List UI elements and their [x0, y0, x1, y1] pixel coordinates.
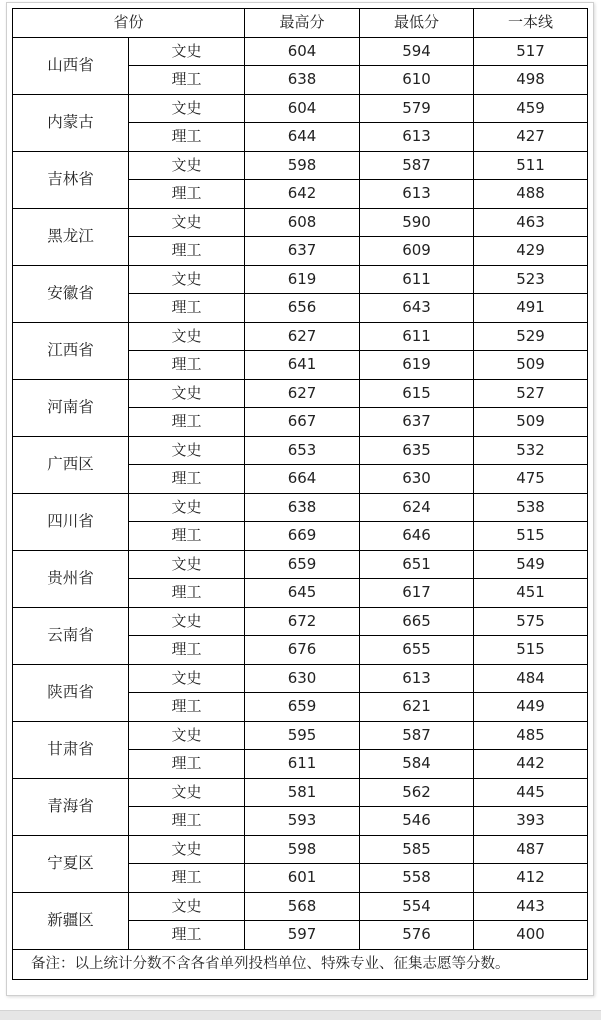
min-score-cell: 655	[360, 636, 474, 665]
max-score-cell: 598	[245, 835, 360, 864]
min-score-cell: 609	[360, 237, 474, 266]
min-score-cell: 613	[360, 664, 474, 693]
min-score-cell: 554	[360, 892, 474, 921]
tier1-line-cell: 393	[474, 807, 588, 836]
max-score-cell: 595	[245, 721, 360, 750]
max-score-cell: 611	[245, 750, 360, 779]
track-cell: 文史	[129, 721, 245, 750]
max-score-cell: 608	[245, 208, 360, 237]
track-cell: 文史	[129, 208, 245, 237]
max-score-cell: 645	[245, 579, 360, 608]
max-score-cell: 581	[245, 778, 360, 807]
max-score-cell: 601	[245, 864, 360, 893]
max-score-cell: 656	[245, 294, 360, 323]
track-cell: 理工	[129, 636, 245, 665]
max-score-cell: 630	[245, 664, 360, 693]
table-row	[13, 379, 588, 408]
max-score-cell: 593	[245, 807, 360, 836]
min-score-cell: 637	[360, 408, 474, 437]
table-row	[13, 265, 588, 294]
tier1-line-cell: 491	[474, 294, 588, 323]
track-cell: 理工	[129, 921, 245, 950]
tier1-line-cell: 549	[474, 550, 588, 579]
max-score-cell: 604	[245, 94, 360, 123]
min-score-cell: 643	[360, 294, 474, 323]
max-score-cell: 659	[245, 693, 360, 722]
track-cell: 文史	[129, 379, 245, 408]
table-row	[13, 322, 588, 351]
header-row	[13, 9, 588, 38]
track-cell: 理工	[129, 750, 245, 779]
province-cell: 甘肃省	[13, 721, 129, 778]
track-cell: 理工	[129, 237, 245, 266]
tier1-line-cell: 515	[474, 636, 588, 665]
tier1-line-cell: 429	[474, 237, 588, 266]
min-score-cell: 613	[360, 180, 474, 209]
max-score-cell: 672	[245, 607, 360, 636]
max-score-cell: 667	[245, 408, 360, 437]
province-cell: 江西省	[13, 322, 129, 379]
header-max-score: 最高分	[245, 9, 360, 38]
track-cell: 理工	[129, 66, 245, 95]
table-row	[13, 493, 588, 522]
min-score-cell: 621	[360, 693, 474, 722]
tier1-line-cell: 400	[474, 921, 588, 950]
min-score-cell: 584	[360, 750, 474, 779]
track-cell: 文史	[129, 436, 245, 465]
tier1-line-cell: 509	[474, 408, 588, 437]
track-cell: 理工	[129, 408, 245, 437]
province-cell: 山西省	[13, 37, 129, 94]
min-score-cell: 635	[360, 436, 474, 465]
track-cell: 文史	[129, 37, 245, 66]
max-score-cell: 669	[245, 522, 360, 551]
tier1-line-cell: 475	[474, 465, 588, 494]
tier1-line-cell: 517	[474, 37, 588, 66]
tier1-line-cell: 451	[474, 579, 588, 608]
tier1-line-cell: 443	[474, 892, 588, 921]
tier1-line-cell: 575	[474, 607, 588, 636]
tier1-line-cell: 484	[474, 664, 588, 693]
track-cell: 文史	[129, 664, 245, 693]
province-cell: 青海省	[13, 778, 129, 835]
min-score-cell: 585	[360, 835, 474, 864]
min-score-cell: 651	[360, 550, 474, 579]
min-score-cell: 613	[360, 123, 474, 152]
header-min-score: 最低分	[360, 9, 474, 38]
header-tier1-line: 一本线	[474, 9, 588, 38]
track-cell: 理工	[129, 693, 245, 722]
table-row	[13, 892, 588, 921]
province-cell: 内蒙古	[13, 94, 129, 151]
track-cell: 文史	[129, 778, 245, 807]
tier1-line-cell: 449	[474, 693, 588, 722]
track-cell: 理工	[129, 807, 245, 836]
tier1-line-cell: 485	[474, 721, 588, 750]
province-cell: 四川省	[13, 493, 129, 550]
table-row	[13, 607, 588, 636]
max-score-cell: 659	[245, 550, 360, 579]
tier1-line-cell: 463	[474, 208, 588, 237]
tier1-line-cell: 515	[474, 522, 588, 551]
min-score-cell: 546	[360, 807, 474, 836]
table-row	[13, 436, 588, 465]
track-cell: 理工	[129, 465, 245, 494]
header-province: 省份	[13, 9, 245, 38]
max-score-cell: 644	[245, 123, 360, 152]
track-cell: 理工	[129, 180, 245, 209]
track-cell: 文史	[129, 322, 245, 351]
tier1-line-cell: 412	[474, 864, 588, 893]
table-row	[13, 550, 588, 579]
max-score-cell: 568	[245, 892, 360, 921]
province-cell: 云南省	[13, 607, 129, 664]
tier1-line-cell: 527	[474, 379, 588, 408]
track-cell: 理工	[129, 579, 245, 608]
table-row	[13, 664, 588, 693]
max-score-cell: 638	[245, 493, 360, 522]
min-score-cell: 665	[360, 607, 474, 636]
track-cell: 文史	[129, 151, 245, 180]
min-score-cell: 590	[360, 208, 474, 237]
max-score-cell: 619	[245, 265, 360, 294]
track-cell: 理工	[129, 864, 245, 893]
tier1-line-cell: 442	[474, 750, 588, 779]
min-score-cell: 615	[360, 379, 474, 408]
min-score-cell: 562	[360, 778, 474, 807]
min-score-cell: 587	[360, 151, 474, 180]
min-score-cell: 624	[360, 493, 474, 522]
table-row	[13, 94, 588, 123]
track-cell: 理工	[129, 351, 245, 380]
min-score-cell: 558	[360, 864, 474, 893]
track-cell: 文史	[129, 94, 245, 123]
tier1-line-cell: 509	[474, 351, 588, 380]
tier1-line-cell: 511	[474, 151, 588, 180]
tier1-line-cell: 529	[474, 322, 588, 351]
min-score-cell: 630	[360, 465, 474, 494]
track-cell: 文史	[129, 265, 245, 294]
tier1-line-cell: 488	[474, 180, 588, 209]
min-score-cell: 594	[360, 37, 474, 66]
min-score-cell: 579	[360, 94, 474, 123]
score-table	[12, 8, 588, 980]
tier1-line-cell: 487	[474, 835, 588, 864]
province-cell: 安徽省	[13, 265, 129, 322]
tier1-line-cell: 427	[474, 123, 588, 152]
max-score-cell: 653	[245, 436, 360, 465]
max-score-cell: 597	[245, 921, 360, 950]
max-score-cell: 664	[245, 465, 360, 494]
track-cell: 理工	[129, 522, 245, 551]
tier1-line-cell: 532	[474, 436, 588, 465]
min-score-cell: 611	[360, 322, 474, 351]
tier1-line-cell: 445	[474, 778, 588, 807]
track-cell: 理工	[129, 123, 245, 152]
province-cell: 宁夏区	[13, 835, 129, 892]
province-cell: 贵州省	[13, 550, 129, 607]
max-score-cell: 641	[245, 351, 360, 380]
table-body	[13, 37, 588, 949]
tier1-line-cell: 538	[474, 493, 588, 522]
max-score-cell: 604	[245, 37, 360, 66]
province-cell: 广西区	[13, 436, 129, 493]
max-score-cell: 598	[245, 151, 360, 180]
province-cell: 吉林省	[13, 151, 129, 208]
note-row	[13, 949, 588, 979]
min-score-cell: 587	[360, 721, 474, 750]
track-cell: 文史	[129, 550, 245, 579]
min-score-cell: 619	[360, 351, 474, 380]
max-score-cell: 637	[245, 237, 360, 266]
table-row	[13, 835, 588, 864]
max-score-cell: 676	[245, 636, 360, 665]
max-score-cell: 627	[245, 322, 360, 351]
tier1-line-cell: 459	[474, 94, 588, 123]
table-row	[13, 208, 588, 237]
max-score-cell: 627	[245, 379, 360, 408]
min-score-cell: 617	[360, 579, 474, 608]
min-score-cell: 610	[360, 66, 474, 95]
province-cell: 黑龙江	[13, 208, 129, 265]
table-row	[13, 721, 588, 750]
table-row	[13, 778, 588, 807]
min-score-cell: 576	[360, 921, 474, 950]
tier1-line-cell: 523	[474, 265, 588, 294]
province-cell: 陕西省	[13, 664, 129, 721]
table-row	[13, 37, 588, 66]
min-score-cell: 611	[360, 265, 474, 294]
tier1-line-cell: 498	[474, 66, 588, 95]
province-cell: 新疆区	[13, 892, 129, 949]
track-cell: 文史	[129, 892, 245, 921]
track-cell: 文史	[129, 835, 245, 864]
track-cell: 文史	[129, 607, 245, 636]
track-cell: 文史	[129, 493, 245, 522]
max-score-cell: 642	[245, 180, 360, 209]
max-score-cell: 638	[245, 66, 360, 95]
min-score-cell: 646	[360, 522, 474, 551]
province-cell: 河南省	[13, 379, 129, 436]
footnote: 备注：以上统计分数不含各省单列投档单位、特殊专业、征集志愿等分数。	[13, 949, 588, 979]
track-cell: 理工	[129, 294, 245, 323]
table-row	[13, 151, 588, 180]
